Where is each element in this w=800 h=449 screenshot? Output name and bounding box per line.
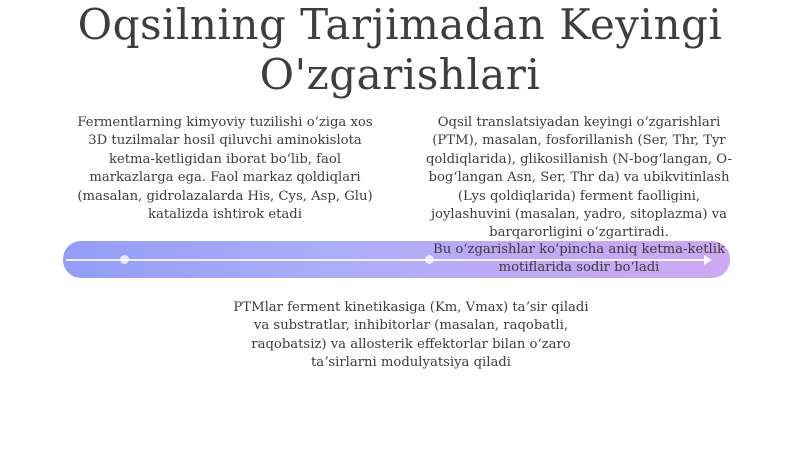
timeline-dot	[120, 255, 129, 264]
left-text-block: Fermentlarning kimyoviy tuzilishi oʻziga xos 3D tuzilmalar hosil qiluvchi aminokislota ketma-ketligidan iborat boʻlib, faol markazlarga ega. Faol markaz qoldiqlari (masalan, gidrolazalarda His, Cys, Asp, Glu) katalizda ishtirok etadi	[77, 115, 373, 223]
title-line-2: O'zgarishlari	[259, 50, 541, 99]
bottom-text-block: PTMlar ferment kinetikasiga (Km, Vmax) taʼsir qiladi va substratlar, inhibitorlar (masalan, raqobatli, raqobatsiz) va allosterik effektorlar bilan oʻzaro taʼsirlarni modulyatsiya qiladi	[233, 300, 589, 371]
right-text-continuation: Bu oʻzgarishlar koʻpincha aniq ketma-ketlik motiflarida sodir boʻladi	[433, 242, 725, 276]
right-text-block: Oqsil translatsiyadan keyingi oʻzgarishlari (PTM), masalan, fosforillanish (Ser, Thr, Tyr qoldiqlarida), glikosillanish (N-bogʻlangan, O-bogʻlangan Asn, Ser, Thr da) va ubikvitinlash (Lys qoldiqlarida) ferment faolligini, joylashuvini (masalan, yadro, sitoplazma) va barqarorligini oʻzgartiradi.	[425, 115, 733, 241]
title-line-1: Oqsilning Tarjimadan Keyingi	[77, 0, 723, 49]
slide-title	[40, 0, 760, 100]
